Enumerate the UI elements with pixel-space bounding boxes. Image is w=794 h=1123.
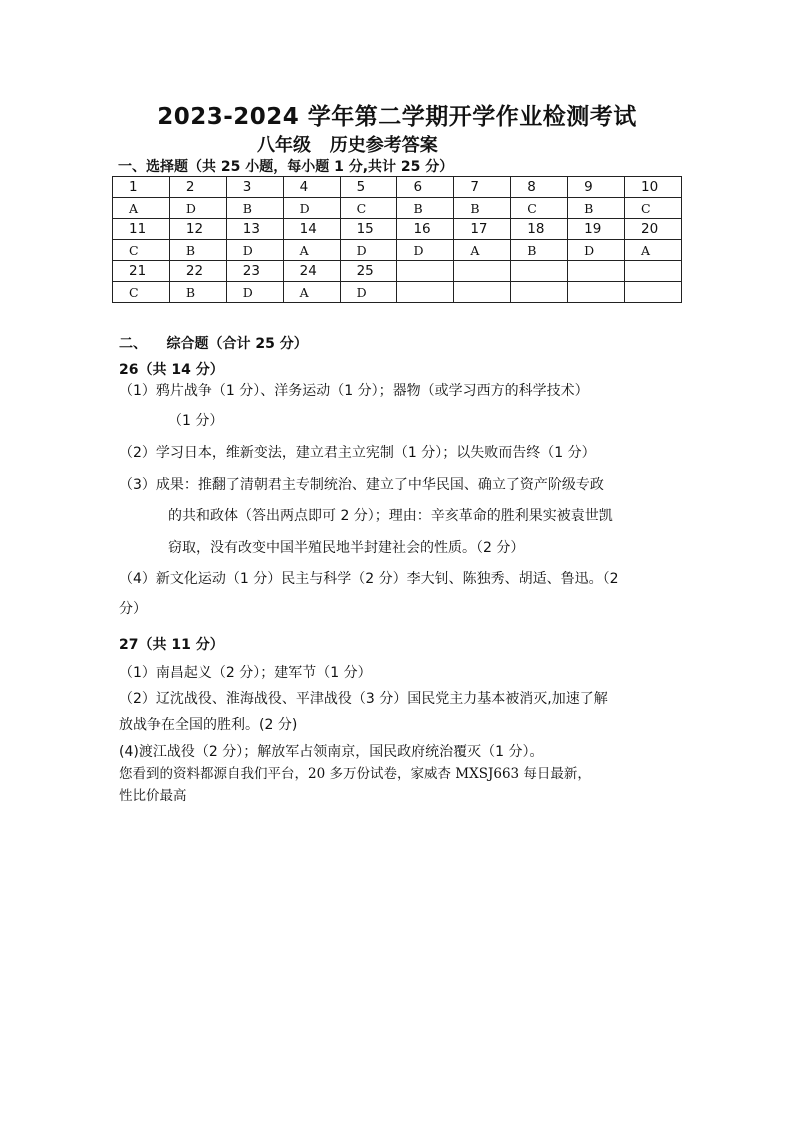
- answer-row: [113, 261, 682, 282]
- answer-cell: A: [625, 240, 682, 261]
- answer-cell: 22: [169, 261, 226, 282]
- answer-cell: [625, 261, 682, 282]
- footer-note: 性比价最高: [119, 788, 187, 804]
- answer-cell: 25: [340, 261, 397, 282]
- section1-heading: 一、选择题（共 25 小题，每小题 1 分,共计 25 分）: [118, 159, 454, 175]
- answer-cell: 23: [226, 261, 283, 282]
- answer-cell: D: [226, 282, 283, 303]
- answer-cell: [397, 261, 454, 282]
- answer-cell: 21: [113, 261, 170, 282]
- answer-cell: A: [283, 282, 340, 303]
- answer-cell: A: [454, 240, 511, 261]
- answer-cell: D: [568, 240, 625, 261]
- answer-cell: 17: [454, 219, 511, 240]
- answer-row: [113, 219, 682, 240]
- answer-cell: 14: [283, 219, 340, 240]
- q27-line: （1）南昌起义（2 分）；建军节（1 分）: [119, 665, 372, 681]
- q26-line: （1）鸦片战争（1 分）、洋务运动（1 分）；器物（或学习西方的科学技术）: [119, 383, 589, 399]
- answer-cell: B: [169, 240, 226, 261]
- answer-cell: 18: [511, 219, 568, 240]
- answer-cell: 11: [113, 219, 170, 240]
- q26-line: （1 分）: [168, 413, 224, 429]
- answer-cell: [511, 261, 568, 282]
- answer-cell: D: [340, 282, 397, 303]
- answer-cell: [568, 261, 625, 282]
- answer-cell: B: [169, 282, 226, 303]
- q27-line: 放战争在全国的胜利。(2 分): [119, 717, 298, 733]
- answer-cell: 3: [226, 177, 283, 198]
- answer-cell: C: [511, 198, 568, 219]
- answer-cell: D: [397, 240, 454, 261]
- answer-cell: C: [340, 198, 397, 219]
- answer-cell: 2: [169, 177, 226, 198]
- answer-cell: [625, 282, 682, 303]
- answer-cell: 13: [226, 219, 283, 240]
- answer-cell: 20: [625, 219, 682, 240]
- answer-cell: 24: [283, 261, 340, 282]
- answer-cell: B: [226, 198, 283, 219]
- answer-cell: D: [283, 198, 340, 219]
- answer-cell: 7: [454, 177, 511, 198]
- q26-line: （3）成果：推翻了清朝君主专制统治、建立了中华民国、确立了资产阶级专政: [119, 477, 604, 493]
- answer-row: [113, 282, 682, 303]
- answer-cell: [511, 282, 568, 303]
- q26-line: （4）新文化运动（1 分）民主与科学（2 分）李大钊、陈独秀、胡适、鲁迅。（2: [119, 571, 619, 587]
- answer-cell: B: [511, 240, 568, 261]
- footer-note: 您看到的资料都源自我们平台，20 多万份试卷，家威杏 MXSJ663 每日最新，: [119, 766, 591, 782]
- answer-cell: 15: [340, 219, 397, 240]
- section2-heading: 二、 综合题（合计 25 分）: [119, 336, 308, 352]
- q26-line: 的共和政体（答出两点即可 2 分）；理由：辛亥革命的胜利果实被袁世凯: [168, 508, 613, 524]
- answer-cell: 12: [169, 219, 226, 240]
- answer-cell: B: [454, 198, 511, 219]
- answer-cell: B: [397, 198, 454, 219]
- answer-cell: 1: [113, 177, 170, 198]
- q26-line: 分）: [119, 601, 147, 617]
- answer-cell: C: [113, 282, 170, 303]
- answer-cell: [568, 282, 625, 303]
- answer-table: [112, 176, 682, 303]
- answer-cell: [454, 261, 511, 282]
- q27-line: （2）辽沈战役、淮海战役、平津战役（3 分）国民党主力基本被消灭,加速了解: [119, 691, 608, 707]
- q27-line: (4)渡江战役（2 分）；解放军占领南京，国民政府统治覆灭（1 分）。: [119, 744, 544, 760]
- page-subtitle: 八年级 历史参考答案: [257, 135, 438, 156]
- answer-cell: [397, 282, 454, 303]
- answer-row: [113, 198, 682, 219]
- answer-cell: 8: [511, 177, 568, 198]
- q26-label: 26（共 14 分）: [119, 362, 224, 378]
- answer-cell: B: [568, 198, 625, 219]
- answer-cell: 19: [568, 219, 625, 240]
- q27-label: 27（共 11 分）: [119, 637, 224, 653]
- answer-cell: [454, 282, 511, 303]
- answer-cell: D: [169, 198, 226, 219]
- answer-cell: D: [340, 240, 397, 261]
- answer-cell: 16: [397, 219, 454, 240]
- answer-cell: 5: [340, 177, 397, 198]
- answer-cell: D: [226, 240, 283, 261]
- answer-cell: 6: [397, 177, 454, 198]
- answer-cell: 9: [568, 177, 625, 198]
- answer-cell: A: [113, 198, 170, 219]
- answer-cell: A: [283, 240, 340, 261]
- answer-row: [113, 240, 682, 261]
- answer-cell: 4: [283, 177, 340, 198]
- answer-row: [113, 177, 682, 198]
- page-title: 2023-2024 学年第二学期开学作业检测考试: [157, 104, 637, 130]
- q26-line: （2）学习日本，维新变法，建立君主立宪制（1 分）；以失败而告终（1 分）: [119, 445, 596, 461]
- answer-cell: C: [625, 198, 682, 219]
- answer-cell: 10: [625, 177, 682, 198]
- answer-cell: C: [113, 240, 170, 261]
- q26-line: 窃取，没有改变中国半殖民地半封建社会的性质。（2 分）: [168, 540, 525, 556]
